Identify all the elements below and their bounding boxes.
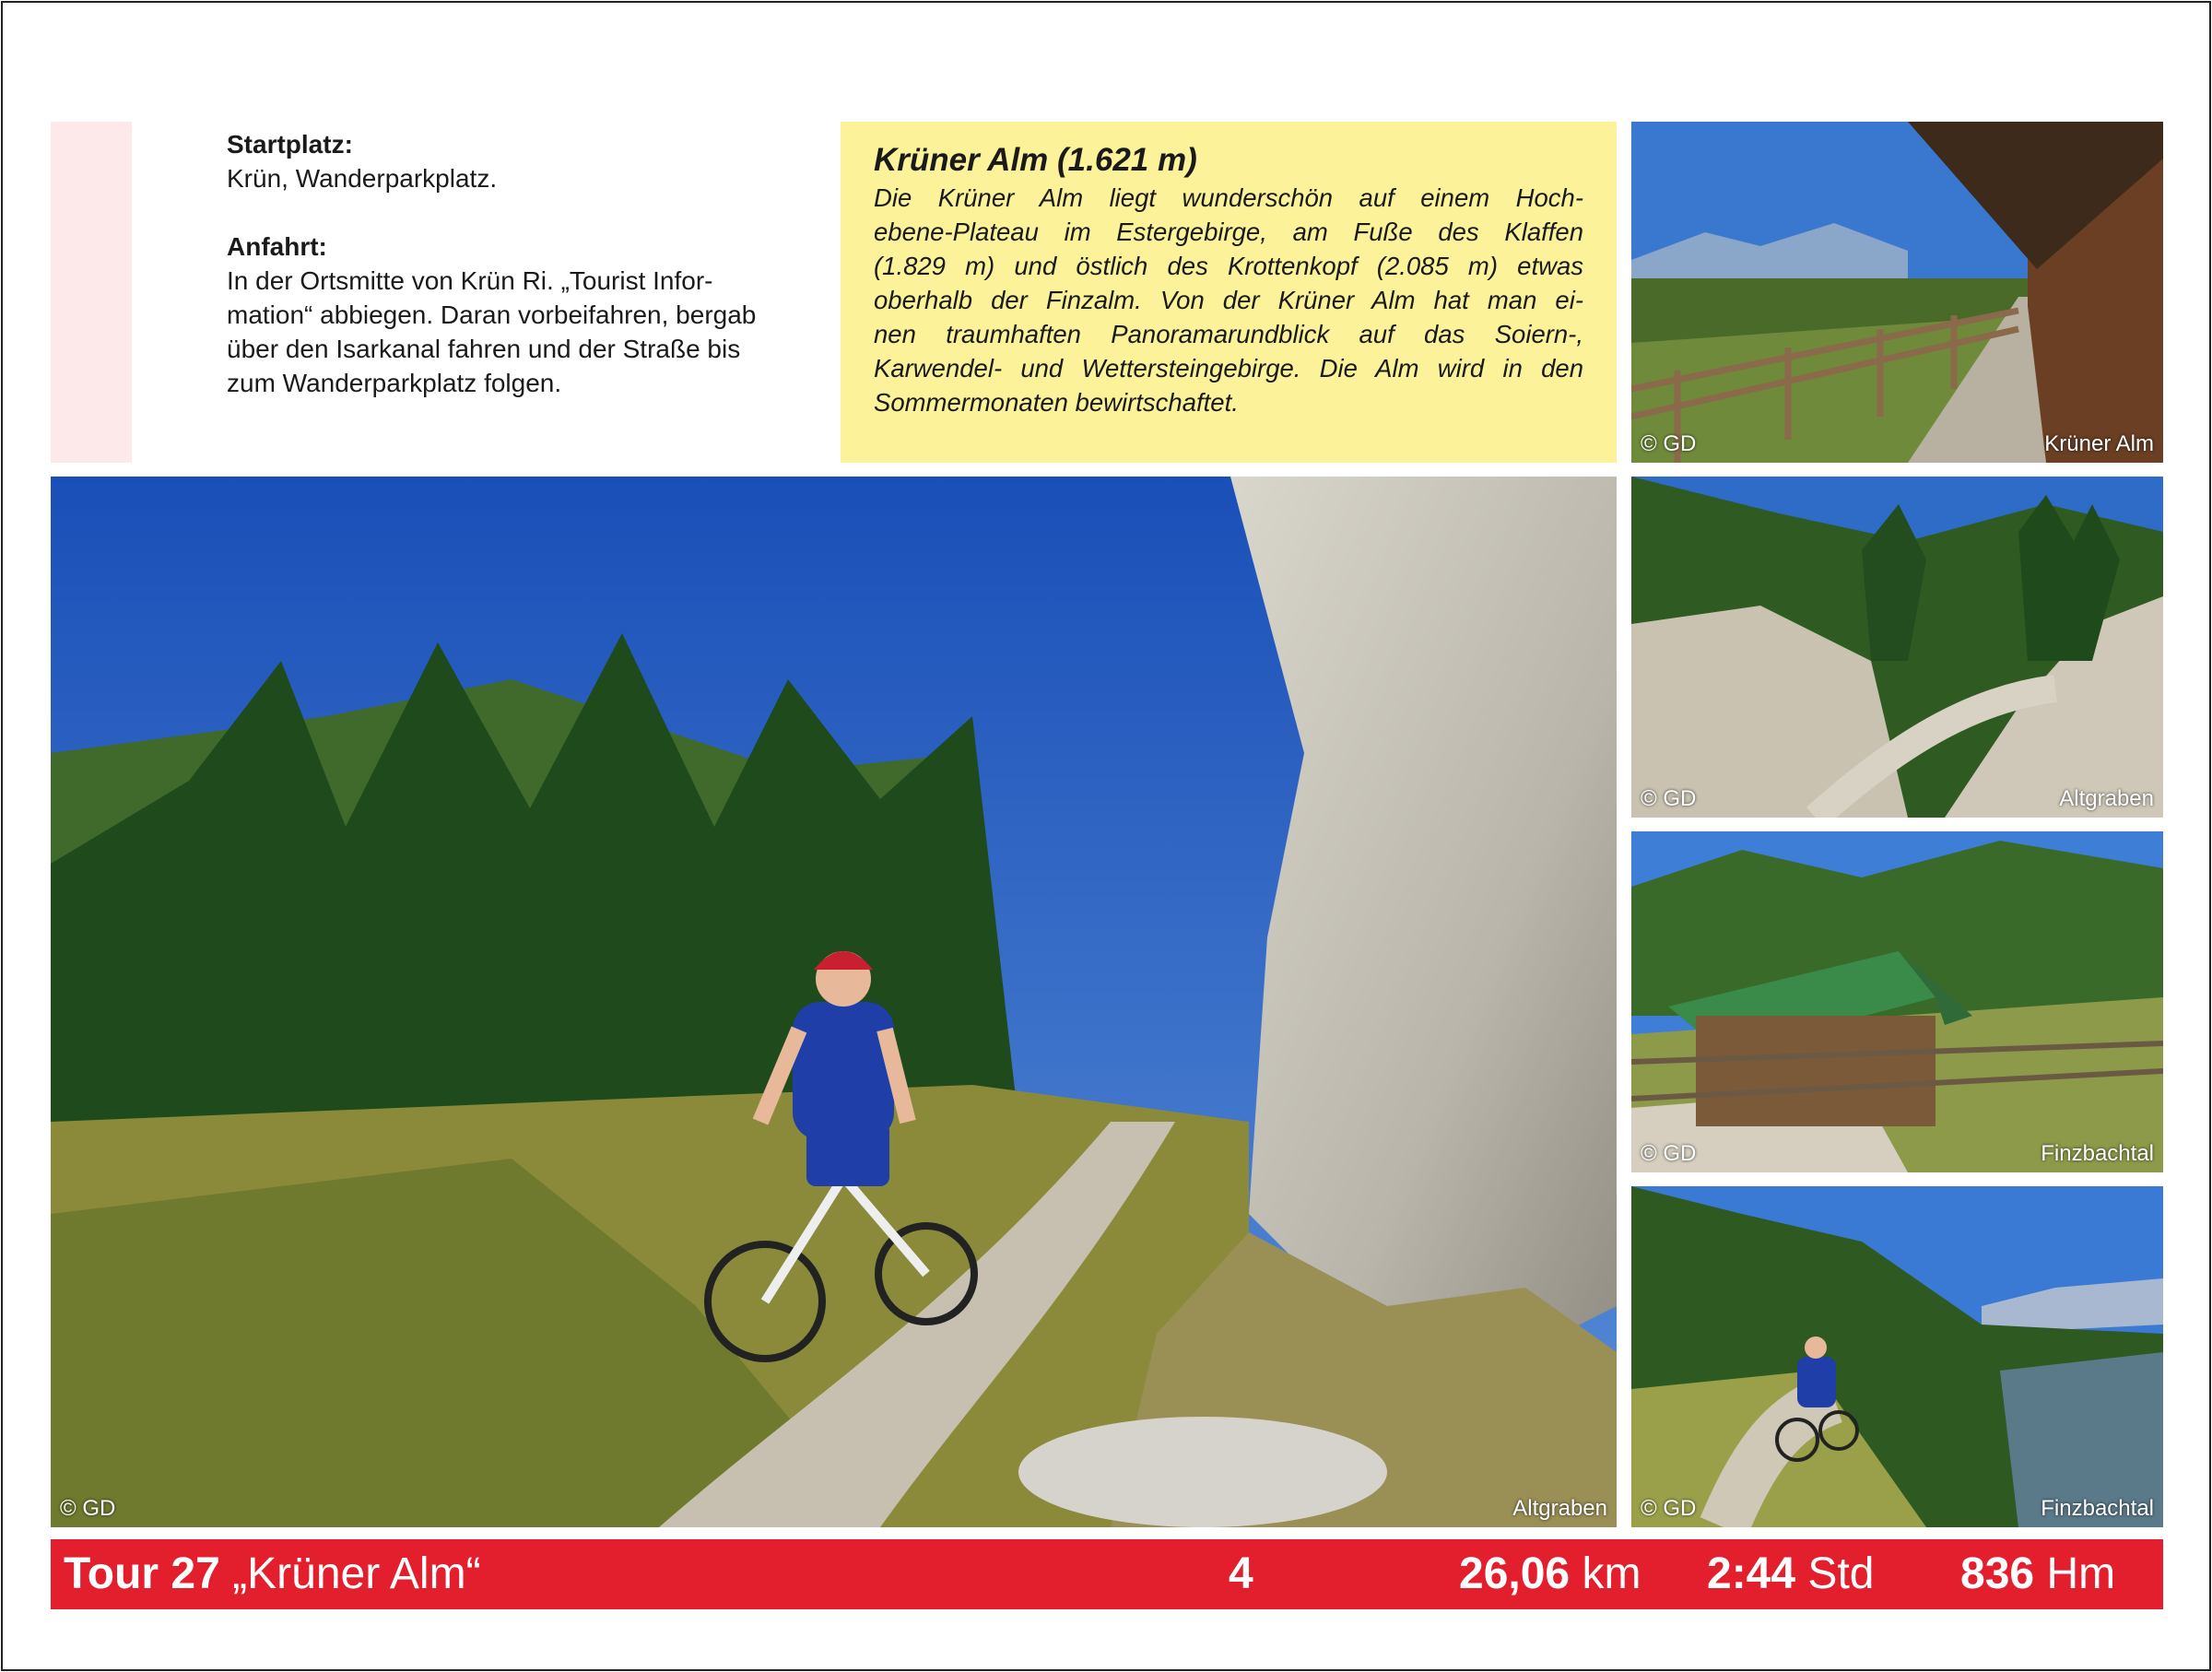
- tour-duration: 2:44 Std: [1707, 1549, 1875, 1598]
- thumb-credit: © GD: [1641, 786, 1697, 811]
- alm-info-line: Sommermonaten bewirtschaftet.: [874, 388, 1239, 417]
- startplatz-heading: Startplatz:: [227, 130, 353, 159]
- alm-info-line: nen traumhaften Panoramarundblick auf das Soiern-,: [874, 320, 1583, 348]
- alm-info-line: ebene-Plateau im Estergebirge, am Fuße des Klaffen: [874, 218, 1583, 246]
- alm-info-line: Die Krüner Alm liegt wunderschön auf einem Hoch-: [874, 183, 1583, 212]
- thumb-photo-finzbachtal: [1631, 831, 2163, 1172]
- thumb-photo-image: [1631, 1186, 2163, 1527]
- alm-info-title: Krüner Alm (1.621 m): [874, 142, 1197, 178]
- thumb-caption: Finzbachtal: [2041, 1496, 2154, 1521]
- alm-info-line: Karwendel- und Wettersteingebirge. Die Alm wird in den: [874, 354, 1583, 383]
- thumb-photo-altgraben: [1631, 477, 2163, 818]
- thumb-caption: Altgraben: [2059, 786, 2154, 811]
- thumb-caption: Krüner Alm: [2044, 431, 2154, 456]
- thumb-photo-finzbachtal-biker: [1631, 1186, 2163, 1527]
- tour-number: Tour 27: [64, 1549, 220, 1598]
- tour-summary-bar: [51, 1539, 2163, 1609]
- startplatz-text: Krün, Wanderparkplatz.: [227, 164, 498, 193]
- main-photo-image: [51, 477, 1617, 1527]
- thumb-photo-image: [1631, 477, 2163, 818]
- alm-info-line: oberhalb der Finzalm. Von der Krüner Alm hat man ei-: [874, 286, 1583, 314]
- thumb-credit: © GD: [1641, 1496, 1697, 1521]
- tour-name: „Krüner Alm“: [232, 1549, 481, 1598]
- tour-distance: 26,06 km: [1459, 1549, 1641, 1598]
- alm-info-box: [841, 122, 1617, 463]
- thumb-credit: © GD: [1641, 1141, 1697, 1166]
- tour-difficulty: 4: [1229, 1549, 1253, 1598]
- main-photo-credit: © GD: [60, 1496, 116, 1521]
- tour-elevation: 836 Hm: [1960, 1549, 2116, 1598]
- tour-title: [64, 1551, 481, 1597]
- main-photo: [51, 477, 1617, 1527]
- main-photo-caption: Altgraben: [1512, 1496, 1607, 1521]
- thumb-photo-image: [1631, 831, 2163, 1172]
- thumb-photo-image: [1631, 122, 2163, 463]
- thumb-credit: © GD: [1641, 431, 1697, 456]
- alm-info-line: (1.829 m) und östlich des Krottenkopf (2.085 m) etwas: [874, 252, 1583, 280]
- anfahrt-line: In der Ortsmitte von Krün Ri. „Tourist Infor-: [227, 266, 713, 295]
- thumb-photo-krueneralm: [1631, 122, 2163, 463]
- anfahrt-heading: Anfahrt:: [227, 232, 327, 261]
- alm-info-text: [874, 181, 1583, 419]
- directions-text: [227, 127, 817, 400]
- side-accent-bar: [51, 122, 132, 463]
- anfahrt-line: zum Wanderparkplatz folgen.: [227, 369, 562, 397]
- anfahrt-line: mation“ abbiegen. Daran vorbeifahren, bergab: [227, 300, 757, 329]
- anfahrt-line: über den Isarkanal fahren und der Straße bis: [227, 335, 741, 363]
- thumb-caption: Finzbachtal: [2041, 1141, 2154, 1166]
